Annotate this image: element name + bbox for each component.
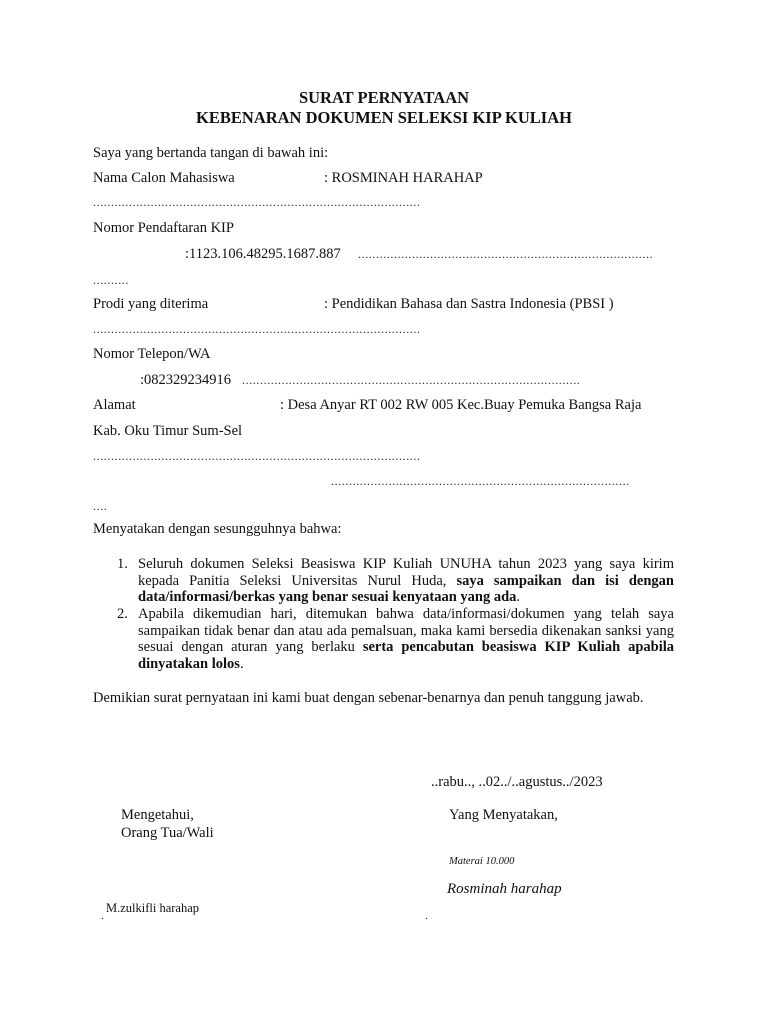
item-text: Seluruh dokumen Seleksi Beasiswa KIP Kuliah UNUHA tahun 2023 yang saya kirim kepada Panitia Seleksi Universitas Nurul Huda, <box>138 556 674 589</box>
item-emphasis: serta pencabutan beasiswa KIP Kuliah apabila dinyatakan lolos <box>138 639 675 672</box>
document-title: SURAT PERNYATAAN <box>298 88 470 107</box>
dotted-line: .............................................................................................. <box>242 373 581 387</box>
document-subtitle: KEBENARAN DOKUMEN SELEKSI KIP KULIAH <box>196 108 572 127</box>
materai-label: Materai 10.000 <box>449 856 515 867</box>
signature-right-name: Rosminah harahap <box>447 881 562 897</box>
dotted-line: .................................................................................. <box>358 247 654 261</box>
item-text: Apabila dikemudian hari, ditemukan bahwa data/informasi/dokumen yang telah saya sampaikan tidak benar dan atau ada pemalsuan, maka kami bersedia dikenakan sanksi yang sesuai dengan aturan yang berlaku <box>138 606 674 655</box>
signature-left-heading: Mengetahui, <box>121 807 194 823</box>
dotted-line: ........................................................................................... <box>93 322 421 336</box>
dotted-line: .... <box>93 499 108 513</box>
list-item <box>138 556 674 606</box>
item-end: . <box>516 589 521 605</box>
alamat-label: Alamat <box>93 397 136 413</box>
signature-right-dot: . <box>425 910 428 922</box>
list-number: 2. <box>117 606 128 622</box>
alamat-value-line2: Kab. Oku Timur Sum-Sel <box>93 423 243 439</box>
prodi-label: Prodi yang diterima <box>93 296 209 312</box>
nomor-label: Nomor Pendaftaran KIP <box>93 220 234 236</box>
dotted-line: .......... <box>93 273 129 287</box>
nama-label: Nama Calon Mahasiswa <box>93 170 235 186</box>
nama-value: : ROSMINAH HARAHAP <box>324 170 483 186</box>
telepon-value: :082329234916 <box>140 372 232 388</box>
intro-text: Saya yang bertanda tangan di bawah ini: <box>93 145 329 161</box>
prodi-value: : Pendidikan Bahasa dan Sastra Indonesia (PBSI ) <box>324 296 614 312</box>
dotted-line: ................................................................................... <box>331 474 630 488</box>
signature-left-role: Orang Tua/Wali <box>121 825 214 841</box>
telepon-label: Nomor Telepon/WA <box>93 346 211 362</box>
closing-paragraph: Demikian surat pernyataan ini kami buat dengan sebenar-benarnya dan penuh tanggung jawab. <box>93 690 644 706</box>
item-end: . <box>239 655 244 672</box>
signature-left-dot: . <box>101 910 104 922</box>
list-item <box>138 606 674 672</box>
date-line: ..rabu.., ..02../..agustus../2023 <box>431 774 603 790</box>
list-number: 1. <box>117 556 128 572</box>
dotted-line: ........................................................................................... <box>93 449 421 463</box>
statement-text: Menyatakan dengan sesungguhnya bahwa: <box>93 521 342 537</box>
dotted-line: ........................................................................................... <box>93 195 421 209</box>
alamat-value: : Desa Anyar RT 002 RW 005 Kec.Buay Pemuka Bangsa Raja <box>280 397 642 413</box>
nomor-value: :1123.106.48295.1687.887 <box>185 246 341 262</box>
signature-left-name: M.zulkifli harahap <box>106 901 200 915</box>
item-emphasis: saya sampaikan dan isi dengan data/informasi/berkas yang benar sesuai kenyataan yang ada <box>138 572 674 605</box>
signature-right-heading: Yang Menyatakan, <box>449 807 558 823</box>
